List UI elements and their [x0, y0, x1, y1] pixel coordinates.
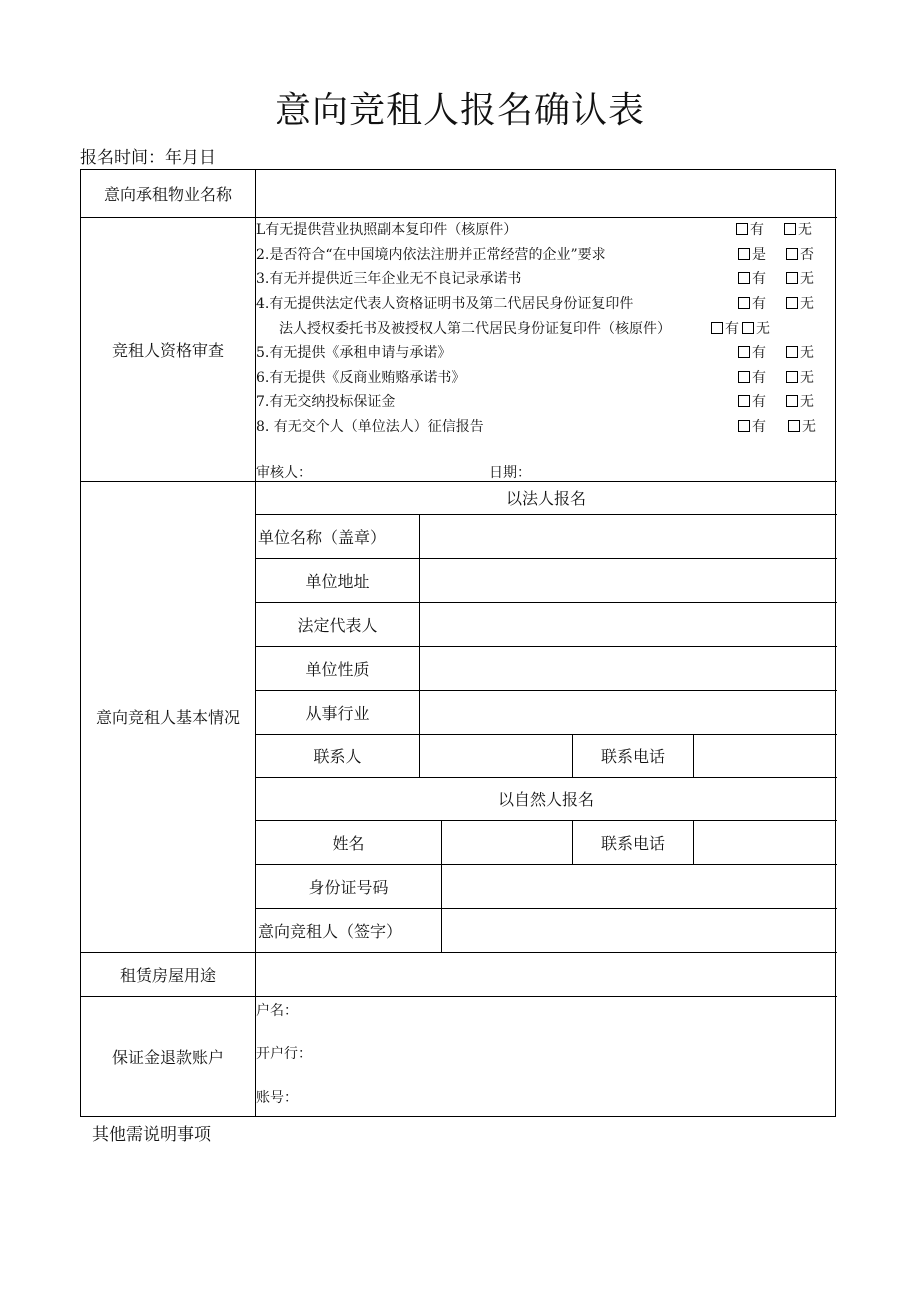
checkbox-icon: [784, 223, 796, 235]
reviewer-label: 审核人：: [256, 465, 312, 481]
qual-item-6-no[interactable]: 无: [786, 367, 814, 387]
qual-item-4b-yes[interactable]: 有: [711, 318, 739, 338]
page-title: 意向竞租人报名确认表: [274, 90, 645, 131]
basic-info-label: 意向竞租人基本情况: [95, 708, 240, 727]
qual-item-2: 2.是否符合“在中国境内依法注册并正常经营的企业”要求: [256, 247, 606, 263]
phone2-field[interactable]: [694, 820, 836, 864]
qual-item-2-no[interactable]: 否: [786, 244, 814, 264]
checkbox-icon: [738, 420, 750, 432]
qual-item-3-yes[interactable]: 有: [738, 268, 766, 288]
checkbox-icon: [738, 371, 750, 383]
legal-rep-label: 法定代表人: [297, 615, 378, 635]
qual-item-4b: 法人授权委托书及被授权人第二代居民身份证复印件（核原件）: [279, 321, 671, 337]
checkbox-icon: [738, 297, 750, 309]
checkbox-icon: [786, 248, 798, 260]
id-number-field[interactable]: [442, 864, 836, 908]
industry-label: 从事行业: [305, 703, 370, 723]
signature-field[interactable]: [442, 908, 836, 952]
qual-item-5-yes[interactable]: 有: [738, 342, 766, 362]
account-name-label: 户名：: [256, 1003, 298, 1019]
checkbox-icon: [711, 322, 723, 334]
checkbox-icon: [742, 322, 754, 334]
qual-item-1-yes[interactable]: 有: [736, 219, 764, 239]
contact-field[interactable]: [420, 734, 572, 777]
property-name-label: 意向承租物业名称: [103, 185, 232, 204]
qual-item-1-no[interactable]: 无: [784, 219, 812, 239]
qual-item-8-no[interactable]: 无: [788, 416, 816, 436]
signature-label: 意向竞租人（签字）: [258, 921, 403, 941]
unit-address-label: 单位地址: [305, 571, 370, 591]
qual-item-4b-no[interactable]: 无: [742, 318, 770, 338]
phone2-label: 联系电话: [600, 833, 665, 853]
contact-label: 联系人: [313, 747, 362, 766]
qual-item-1: L有无提供营业执照副本复印件（核原件）: [256, 222, 518, 238]
checkbox-icon: [786, 297, 798, 309]
registration-time: 报名时间：年月日: [80, 148, 216, 168]
checkbox-icon: [736, 223, 748, 235]
property-name-field[interactable]: [256, 170, 836, 217]
qual-item-7-no[interactable]: 无: [786, 391, 814, 411]
checkbox-icon: [738, 346, 750, 358]
qual-item-6: 6.有无提供《反商业贿赂承诺书》: [256, 370, 466, 386]
usage-label: 租赁房屋用途: [119, 965, 216, 985]
qual-item-4-yes[interactable]: 有: [738, 293, 766, 313]
checkbox-icon: [786, 272, 798, 284]
bank-label: 开户行：: [256, 1046, 312, 1062]
phone-field[interactable]: [694, 734, 836, 777]
qual-item-7-yes[interactable]: 有: [738, 391, 766, 411]
other-notes-label: 其他需说明事项: [92, 1125, 211, 1145]
qual-item-7: 7.有无交纳投标保证金: [256, 394, 396, 410]
qual-item-5: 5.有无提供《承租申请与承诺》: [256, 345, 452, 361]
checkbox-icon: [786, 371, 798, 383]
unit-nature-field[interactable]: [420, 646, 836, 690]
confirmation-form: [80, 169, 836, 1117]
account-number-label: 账号：: [256, 1090, 298, 1106]
industry-field[interactable]: [420, 690, 836, 734]
qual-item-8-yes[interactable]: 有: [738, 416, 766, 436]
unit-nature-label: 单位性质: [305, 659, 370, 679]
unit-name-label: 单位名称（盖章）: [258, 527, 387, 547]
legal-person-header: 以法人报名: [505, 489, 586, 508]
qual-item-8: 8. 有无交个人（单位法人）征信报告: [256, 419, 484, 435]
checkbox-icon: [738, 395, 750, 407]
usage-field[interactable]: [256, 952, 836, 996]
checkbox-icon: [738, 272, 750, 284]
unit-address-field[interactable]: [420, 558, 836, 602]
qualification-review-label: 竞租人资格审查: [111, 340, 224, 360]
review-date-label: 日期：: [489, 465, 531, 481]
qual-item-2-yes[interactable]: 是: [738, 244, 766, 264]
id-number-label: 身份证号码: [308, 877, 389, 897]
checkbox-icon: [786, 395, 798, 407]
checkbox-icon: [788, 420, 800, 432]
name-field[interactable]: [442, 820, 572, 864]
unit-name-field[interactable]: [420, 514, 836, 558]
refund-account-label: 保证金退款账户: [111, 1047, 224, 1067]
legal-rep-field[interactable]: [420, 602, 836, 646]
qual-item-3-no[interactable]: 无: [786, 268, 814, 288]
name-label: 姓名: [332, 833, 365, 853]
qual-item-3: 3.有无并提供近三年企业无不良记录承诺书: [256, 271, 522, 287]
checkbox-icon: [786, 346, 798, 358]
phone-label: 联系电话: [600, 747, 665, 766]
checkbox-icon: [738, 248, 750, 260]
qual-item-5-no[interactable]: 无: [786, 342, 814, 362]
qual-item-6-yes[interactable]: 有: [738, 367, 766, 387]
qual-item-4: 4.有无提供法定代表人资格证明书及第二代居民身份证复印件: [256, 296, 634, 312]
natural-person-header: 以自然人报名: [497, 790, 594, 809]
qual-item-4-no[interactable]: 无: [786, 293, 814, 313]
